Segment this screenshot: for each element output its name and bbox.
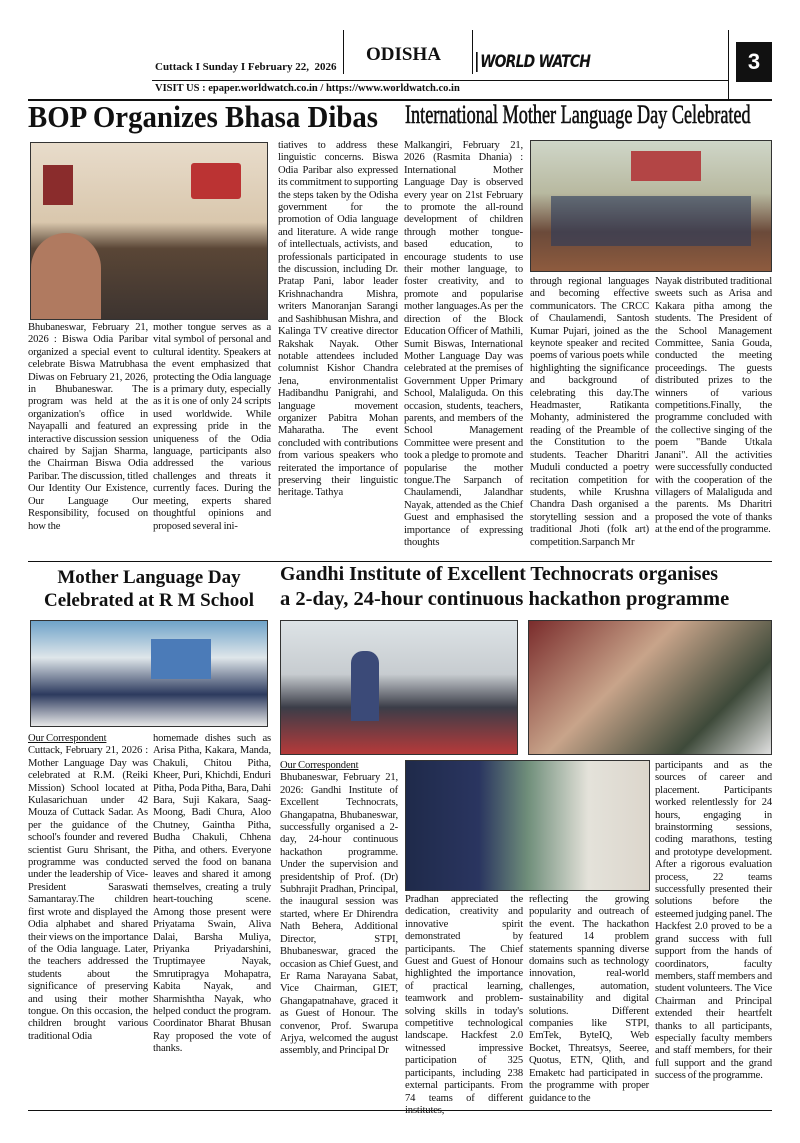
giet-hackathon-photo-1 — [528, 620, 772, 755]
rm-column-2: homemade dishes such as Arisa Pitha, Kakara, Manda, Chakuli, Chitou Pitha, Kheer, Puri, Khichdi, Enduri Pitha, Poda Pitha, Bara, Dahi Bara, Suji Kakara, Saag-Moong, Badi Chura, Aloo Chutney, Gaintha Pitha, Budha Chakuli, Chhena Pitha, and others. Everyone served the food on banana leaves and shared it among themselves, creating a truly heart-touching scene. Among those present were Priyatama Swain, Aliva Dalai, Barsha Muliya, Priyanka Priyadarshini, Truptimayee Nayak, Smrutipragya Mohapatra, Kabita Nayak, and Sharmishtha Nayak, who helped conduct the program. Coordinator Bharat Bhusan Ray proposed the vote of thanks. — [153, 733, 271, 1055]
visit-us-line: VISIT US : epaper.worldwatch.co.in / https://www.worldwatch.co.in — [155, 83, 460, 94]
bop-column-3: tiatives to address these linguistic concerns. Biswa Odia Paribar also expressed its commitment to supporting the steps taken by the Odisha government for the promotion of Odia language and literature. A wide range of intellectuals, activists, and professionals participated in the discussion, including Dr. Pratap Pani, labor leader Krishnachandra Mishra, writers Manoranjan Sarangi and Sashibhusan Mishra, and Kalinga TV creative director Rakshak Nayak. Other notable attendees included columnist Kishor Chandra Jena, environmentalist Hadibandhu Panigrahi, and language movement organizer Pabitra Mohan Maharatha. The event concluded with contributions from various speakers who reiterated the importance of preserving their linguistic heritage. Tathya — [278, 140, 398, 499]
imld-classroom-photo — [530, 140, 772, 272]
giet-column-1 — [280, 760, 398, 1058]
bop-meeting-photo — [30, 142, 268, 320]
rm-headline-line-1: Mother Language Day — [57, 567, 241, 588]
rm-byline: Our Correspondent — [28, 733, 107, 744]
rm-headline — [28, 566, 270, 612]
bop-headline: BOP Organizes Bhasa Dibas — [28, 99, 379, 134]
masthead-divider-left — [343, 30, 344, 74]
giet-column-3: reflecting the growing popularity and outreach of the event. The hackathon featured 14 problem statements spanning diverse domains such as technology innovation, real-world challenges, automation, sustainability and digital solutions. Different companies like STPI, EmTek, ByteIQ, Web Bocket, Threatsys, Seeree, Quotus, ETN, Qlith, and Emaketc had participated in the programme with proper guidance to the — [529, 894, 649, 1104]
giet-column-1-text: Bhubaneswar, February 21, 2026: Gandhi Institute of Excellent Technocrats, Ghangapatna, Bhubaneswar, successfully organised a 2-day, 24-hour continuous hackathon programme. Under the supervision and presidentship of Prof. (Dr) Subhrajit Pradhan, Principal, the inaugural session was started, where Er Dhirendra Nath Behera, Additional Director, STPI, Bhubaneswar, graced the occasion as Chief Guest, and Er Rama Narayana Sabat, Vice Chairman, GIET, Ghangapatnahave, graced it as Guest of Honour. The convenor, Prof. Swarupa Arjya, welcomed the august assembly, and Principal Dr — [280, 772, 398, 1057]
rm-school-photo — [30, 620, 268, 727]
giet-headline-line-1: Gandhi Institute of Excellent Technocrats organises — [280, 563, 719, 585]
imld-column-3: Nayak distributed traditional sweets such as Arisa and Kakara pitha among the students. The President of the School Management Committee, Sania Gouda, conducted the meeting proceedings. The guests distributed prizes to the winners of various competitions.Finally, the programme concluded with the collective singing of the poem "Bande Utkala Janani". All the activities were successfully conducted with the cooperation of the villagers of Malaliguda and the parents. Ms Dharitri proposed the vote of thanks at the end of the programme. — [655, 276, 772, 536]
giet-hackathon-photo-2 — [405, 760, 650, 891]
world-watch-logo: WORLD WATCH — [476, 52, 590, 72]
bottom-rule — [28, 1110, 772, 1111]
rm-column-1 — [28, 733, 148, 1043]
section-title: ODISHA — [366, 44, 441, 65]
giet-inauguration-photo — [280, 620, 518, 755]
masthead-divider-page — [728, 30, 729, 100]
page-number: 3 — [736, 42, 772, 82]
giet-byline: Our Correspondent — [280, 760, 359, 771]
giet-headline — [280, 562, 772, 612]
imld-headline: International Mother Language Day Celebrated — [405, 100, 751, 129]
rm-headline-line-2: Celebrated at R M School — [43, 590, 255, 611]
giet-headline-line-2: a 2-day, 24-hour continuous hackathon programme — [280, 588, 730, 610]
bop-column-2: mother tongue serves as a vital symbol of personal and cultural identity. Speakers at the event emphasized that protecting the Odia language is a primary duty, especially as it is one of only 24 scripts used worldwide. While expressing pride in the uniqueness of the Odia language, participants also addressed the various challenges and threats it currently faces. During the meeting, experts shared thoughtful opinions and proposed several ini- — [153, 322, 271, 532]
masthead-divider-right — [472, 30, 473, 74]
bop-column-1: Bhubaneswar, February 21, 2026 : Biswa Odia Paribar organized a special event to celebrate Biswa Matrubhasa Diwas on February 21, 2026, in Bhubaneswar. The program was held at the organization's office in Nayapalli and featured an interactive discussion session chaired by Sajjan Sharma, the Chairman Biswa Odia Paribar. The discussion, titled Our Identity Our Existence, Our Language Our Responsibility, focused on how the — [28, 322, 148, 532]
imld-column-2: through regional languages and becoming effective communicators. The CRCC of Chaulamendi, Santosh Kumar Pujari, joined as the keynote speaker and recited poems of various poets while highlighting the significance and background of celebrating this day.The Headmaster, Ratikanta Mohanty, administered the reading of the Preamble of the Constitution to the students. Teacher Dharitri Muduli conducted a poetry recitation competition for students, while Krushna Chandra Dash organised a storytelling session and a traditional Jhoti (folk art) competition.Sarpanch Mr — [530, 276, 649, 548]
dateline: Cuttack I Sunday I February 22, 2026 — [155, 61, 337, 73]
imld-column-1: Malkangiri, February 21, 2026 (Rasmita Dhania) : International Mother Language Day is observed every year on 21st February to promote the all-round development of children through mother tongue-based education, to encourage students to use their mother language, to foster creativity, and to promote and popularise mother languages.As per the direction of the Block Education Officer of Mathili, Sumit Biswas, International Mother Language Day was celebrated at the premises of Government Upper Primary School, Malaliguda. On this occasion, students, teachers, parents, and members of the School Management Committee were present and took a pledge to promote and popularise the mother tongue.The Sarpanch of Chaulamendi, Jalandhar Nayak, attended as the Chief Guest and emphasised the importance of expressing thoughts — [404, 140, 523, 548]
giet-column-2: Pradhan appreciated the dedication, creativity and innovative spirit demonstrated by participants. The Chief Guest and Guest of Honour highlighted the importance of practical learning, teamwork and problem-solving skills in today's competitive technological landscape. Hackfest 2.0 witnessed impressive participation of 325 participants, including 238 external participants. From 74 teams of different — [405, 894, 523, 1104]
giet-column-4: participants and as the sources of career and placement. Participants worked relentlessly for 24 hours, engaging in brainstorming sessions, coding marathons, testing and prototype development. After a rigorous evaluation process, 22 teams successfully presented their solutions before the esteemed judging panel. The Hackfest 2.0 proved to be a grand success with full support from the hands of coordinators, faculty members, staff members and student volunteers. The Vice Chairman and Principal extended their heartfelt thanks to all participants, especially faculty members and staff members, for their full support and the grand success of the programme. — [655, 760, 772, 1082]
rm-column-1-text: Cuttack, February 21, 2026 : Mother Language Day was celebrated at R.M. (Reiki Mission) School located at Kulasarichuan under 42 Mouza of Cuttack Sadar. As per the guidance of the school's founder and revered scientist Guru Shrisant, the programme was conducted under the leadership of Vice-President Saraswati Samantaray.The children first wrote and displayed the Odia alphabet and shared their views on the importance of the Odia language. Later, the teachers addressed the students about the significance of preserving and using their mother tongue. On this occasion, the children brought various traditional Odia — [28, 745, 148, 1042]
masthead-rule — [152, 80, 728, 81]
